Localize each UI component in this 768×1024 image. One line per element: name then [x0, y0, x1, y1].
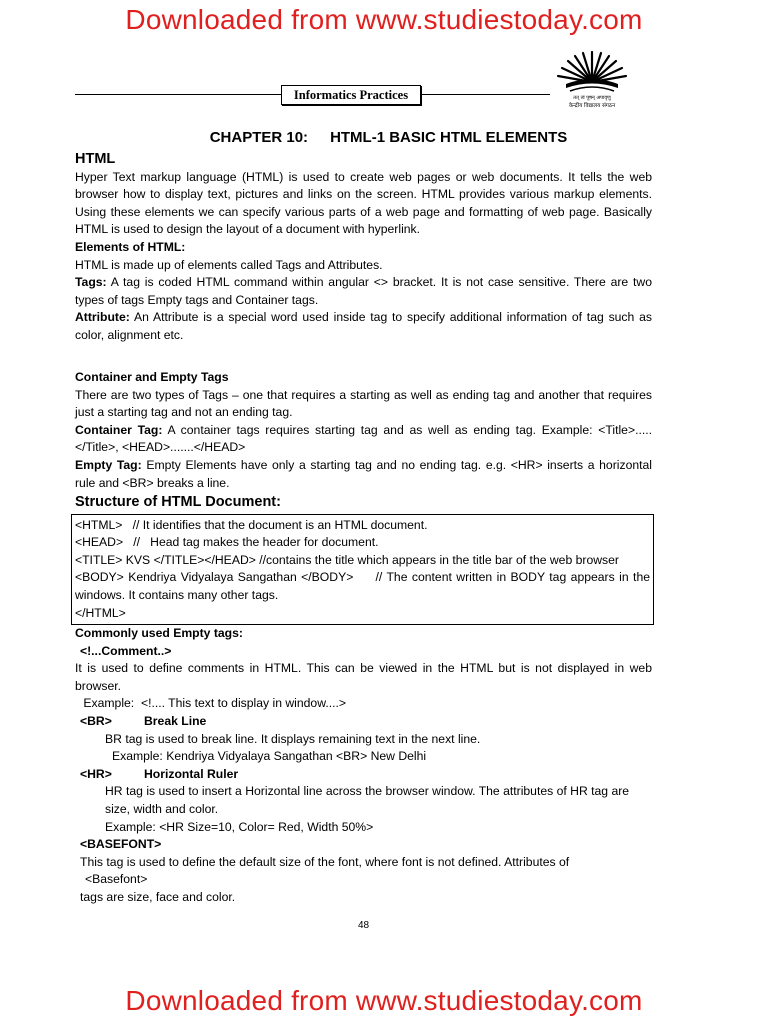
hr-heading: [75, 766, 652, 784]
chapter-title: [75, 129, 702, 146]
attribute-text: An Attribute is a special word used inside tag to specify additional information of tag such as color, alignment etc.: [75, 310, 652, 342]
chapter-number: CHAPTER 10:: [209, 129, 309, 146]
container-tag-text: A container tags requires starting tag and as well as ending tag. Example: <Title>.....</Title>, <HEAD>.......</HEAD>: [75, 422, 653, 455]
html-intro: Hyper Text markup language (HTML) is used to create web pages or web documents. It tells the web browser how to display text, pictures and links on the screen. HTML provides various markup elements. Using these elements we can specify various parts of a web page and formatting of web page. Basically HTML is used to design the layout of a document with hyperlink.: [75, 169, 652, 237]
container-tag-paragraph: [75, 422, 652, 457]
heading-elements: Elements of HTML:: [75, 239, 186, 254]
section-html: [75, 151, 652, 345]
empty-tag-text: Empty Elements have only a starting tag and no ending tag. e.g. <HR> inserts a horizontal rule and <BR> breaks a line.: [75, 457, 652, 490]
br-tag: <BR>: [80, 713, 112, 728]
code-line: <BODY> Kendriya Vidyalaya Sangathan </BODY> // The content written in BODY tag appears in the windows. It contains many other tags.: [75, 570, 654, 602]
empty-tag-paragraph: [75, 457, 652, 492]
tags-label: Tags:: [75, 275, 107, 290]
code-line: <TITLE> KVS </TITLE></HEAD> //contains the title which appears in the title bar of the web browser: [75, 552, 619, 567]
tags-text: A tag is coded HTML command within angular <> bracket. It is not case sensitive. There are two types of tags Empty tags and Container tags.: [75, 275, 652, 307]
br-heading: [75, 713, 652, 731]
code-line: <HTML> // It identifies that the document is an HTML document.: [75, 517, 428, 532]
heading-empty-tags: Commonly used Empty tags:: [75, 626, 243, 640]
section-structure: [75, 494, 652, 627]
basefont-tag: <BASEFONT>: [80, 837, 162, 852]
section-empty-tags: [75, 625, 652, 907]
hr-text: HR tag is used to insert a Horizontal line across the browser window. The attributes of HR tag are size, width and color.: [105, 784, 630, 816]
logo-text: केन्द्रीय विद्यालय संगठन: [568, 103, 616, 109]
heading-html: HTML: [75, 151, 116, 167]
code-line: </HTML>: [75, 605, 126, 620]
hr-name: Horizontal Ruler: [144, 766, 239, 781]
header-subject-box: Informatics Practices: [281, 85, 421, 105]
header-rule-left: [75, 94, 281, 95]
container-tag-label: Container Tag:: [75, 422, 163, 437]
br-name: Break Line: [144, 713, 207, 728]
watermark-top: Downloaded from www.studiestoday.com: [125, 4, 643, 35]
br-text: BR tag is used to break line. It displays remaining text in the next line.: [105, 731, 481, 746]
heading-container-empty: Container and Empty Tags: [75, 370, 229, 384]
watermark-bottom: Downloaded from www.studiestoday.com: [125, 985, 643, 1016]
attribute-label: Attribute:: [75, 310, 130, 325]
hr-example: Example: <HR Size=10, Color= Red, Width 50%>: [105, 819, 374, 834]
elements-text: HTML is made up of elements called Tags and Attributes.: [75, 257, 383, 272]
hr-tag: <HR>: [80, 766, 112, 781]
attribute-paragraph: [75, 309, 652, 344]
svg-text:तत् त्वं पूषन् अपावृणु: तत् त्वं पूषन् अपावृणु: [573, 95, 611, 101]
br-example: Example: Kendriya Vidyalaya Sangathan <BR> New Delhi: [112, 749, 427, 764]
code-line: <HEAD> // Head tag makes the header for document.: [75, 535, 379, 550]
tags-paragraph: [75, 274, 652, 309]
basefont-text: This tag is used to define the default size of the font, where font is not defined. Attributes of: [80, 854, 570, 869]
basefont-text-3: tags are size, face and color.: [80, 889, 236, 904]
comment-text: It is used to define comments in HTML. This can be viewed in the HTML but is not displayed in web browser.: [75, 661, 652, 693]
kvs-logo: [552, 48, 632, 110]
comment-example: Example: <!.... This text to display in window....>: [80, 696, 346, 711]
container-intro: There are two types of Tags – one that requires a starting as well as ending tag and another that requires just a starting tag and not an ending tag.: [75, 387, 652, 420]
section-container: [75, 369, 652, 492]
comment-tag: <!...Comment..>: [80, 643, 172, 658]
header-rule-right: [422, 94, 550, 95]
basefont-text-2: <Basefont>: [85, 872, 148, 887]
chapter-name: HTML-1 BASIC HTML ELEMENTS: [330, 129, 568, 146]
structure-code-box: [71, 514, 654, 626]
empty-tag-label: Empty Tag:: [75, 457, 142, 472]
heading-structure: Structure of HTML Document:: [75, 494, 281, 510]
page-number: 48: [357, 920, 370, 931]
